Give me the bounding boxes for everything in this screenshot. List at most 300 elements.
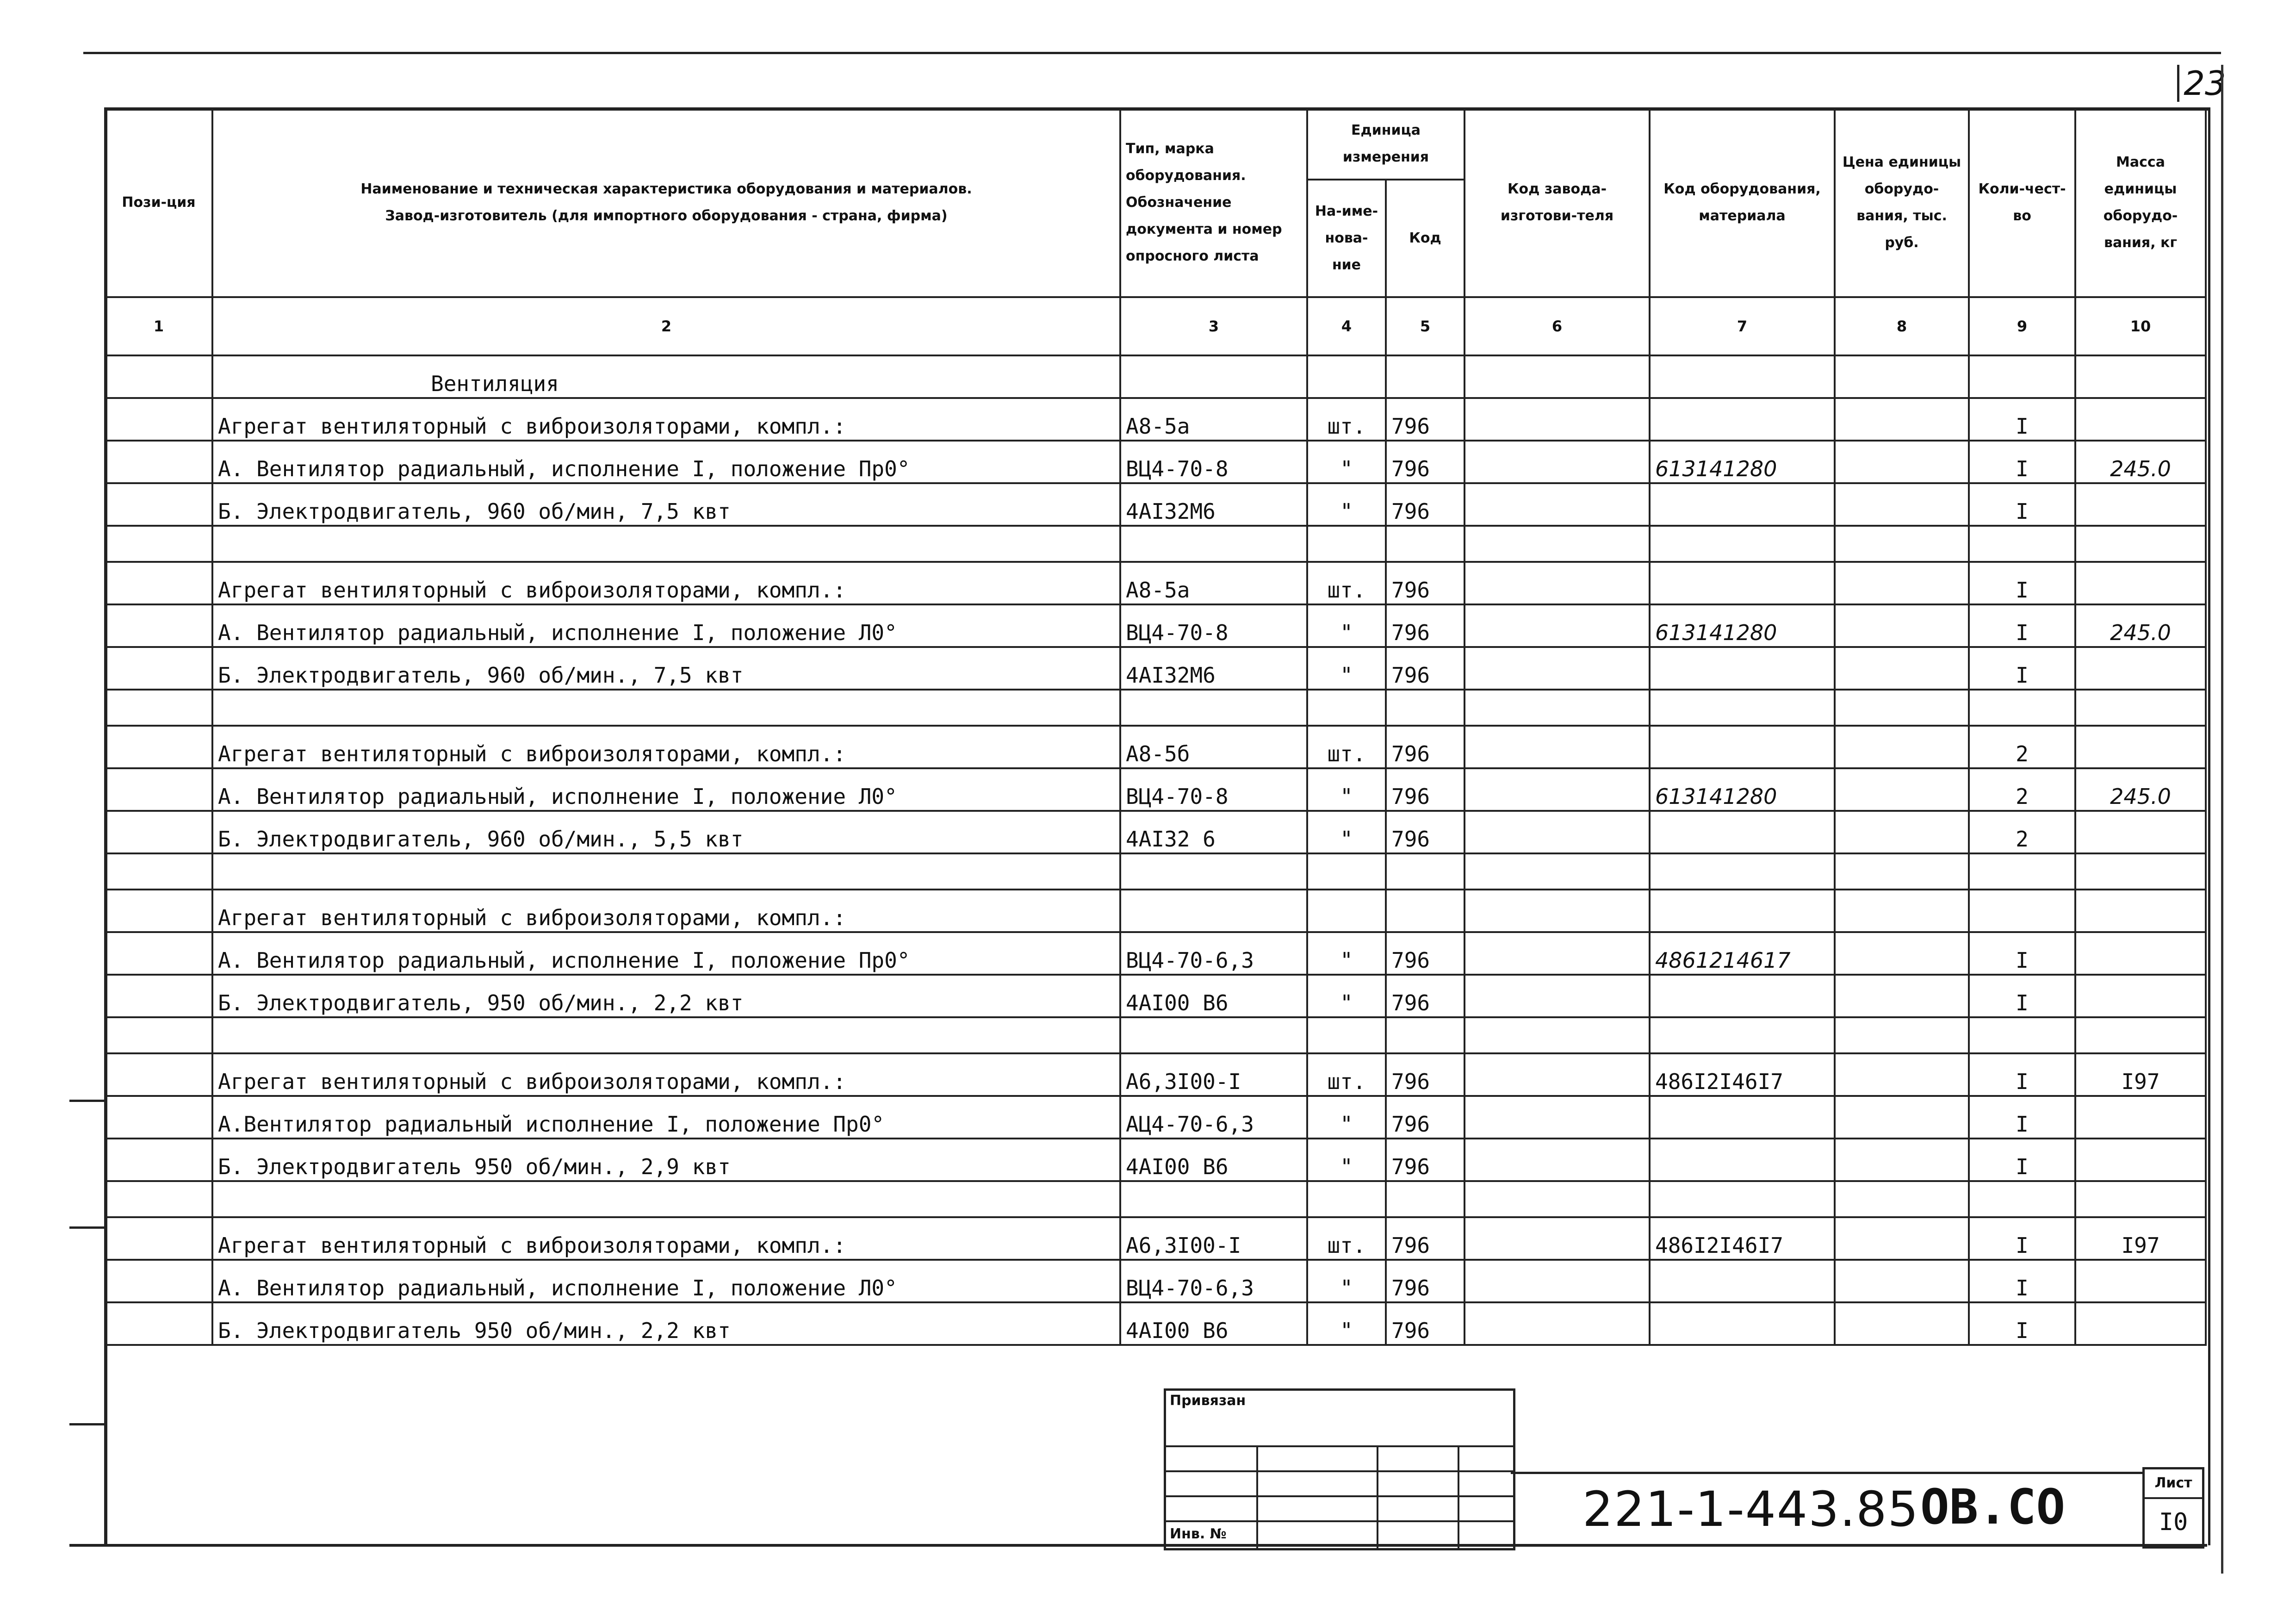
item-name: Агрегат вентиляторный с виброизоляторами, компл.: [212, 398, 1120, 441]
table-row [105, 890, 2206, 932]
item-unit-code: 796 [1386, 441, 1464, 483]
item-factory-code [1464, 483, 1650, 526]
item-factory-code [1464, 398, 1650, 441]
item-unit [1307, 690, 1386, 726]
table-row [105, 932, 2206, 975]
item-name: Б. Электродвигатель 950 об/мин., 2,9 квт [212, 1139, 1120, 1181]
item-name: А.Вентилятор радиальный исполнение I, положение Пр0° [212, 1096, 1120, 1139]
table-row [105, 647, 2206, 690]
item-factory-code [1464, 1302, 1650, 1345]
item-price [1835, 768, 1969, 811]
item-unit: шт. [1307, 726, 1386, 768]
item-type: А8-5б [1120, 726, 1307, 768]
table-row [105, 1260, 2206, 1302]
item-mass [2075, 853, 2206, 890]
item-equipment-code: 4861214617 [1650, 932, 1835, 975]
item-name [212, 690, 1120, 726]
item-factory-code [1464, 768, 1650, 811]
cell-position [105, 726, 212, 768]
table-row [105, 811, 2206, 853]
stamp-line [1166, 1520, 1513, 1522]
section-title: Вентиляция [212, 355, 1120, 398]
column-number: 10 [2075, 297, 2206, 355]
cell-position [105, 1181, 212, 1217]
item-price [1835, 975, 1969, 1017]
column-number: 8 [1835, 297, 1969, 355]
cell-position [105, 932, 212, 975]
item-unit: шт. [1307, 1053, 1386, 1096]
column-number: 6 [1464, 297, 1650, 355]
item-mass [2075, 890, 2206, 932]
item-type: 4АI00 В6 [1120, 1302, 1307, 1345]
item-mass [2075, 647, 2206, 690]
item-unit-code: 796 [1386, 562, 1464, 604]
item-type [1120, 690, 1307, 726]
item-mass [2075, 1181, 2206, 1217]
item-unit-code: 796 [1386, 1260, 1464, 1302]
item-unit-code: 796 [1386, 1053, 1464, 1096]
sheet-number: I0 [2159, 1508, 2188, 1536]
item-unit [1307, 526, 1386, 562]
item-equipment-code [1650, 1096, 1835, 1139]
item-unit-code [1386, 1017, 1464, 1053]
cell-position [105, 768, 212, 811]
item-type [1120, 853, 1307, 890]
item-price [1835, 690, 1969, 726]
item-quantity: I [1969, 1302, 2075, 1345]
cell-position [105, 1139, 212, 1181]
cell-position [105, 604, 212, 647]
item-mass [2075, 932, 2206, 975]
item-price [1835, 853, 1969, 890]
sheet-label: Лист [2145, 1469, 2202, 1499]
item-equipment-code [1650, 811, 1835, 853]
item-type [1120, 1181, 1307, 1217]
item-type: 4АI00 В6 [1120, 1139, 1307, 1181]
item-unit [1307, 1181, 1386, 1217]
item-unit-code [1386, 690, 1464, 726]
table-row [105, 975, 2206, 1017]
right-border-line [2221, 65, 2223, 1574]
item-price [1835, 1260, 1969, 1302]
item-name: Б. Электродвигатель 950 об/мин., 2,2 квт [212, 1302, 1120, 1345]
item-unit-code: 796 [1386, 975, 1464, 1017]
page-number: 23 [2177, 65, 2230, 102]
item-unit: " [1307, 1096, 1386, 1139]
item-quantity: I [1969, 1139, 2075, 1181]
item-equipment-code [1650, 1302, 1835, 1345]
cell-position [105, 1302, 212, 1345]
item-type: А8-5а [1120, 398, 1307, 441]
item-factory-code [1464, 604, 1650, 647]
item-mass [2075, 1139, 2206, 1181]
item-price [1835, 398, 1969, 441]
item-factory-code [1464, 562, 1650, 604]
item-price [1835, 1096, 1969, 1139]
item-price [1835, 726, 1969, 768]
margin-tick [69, 1100, 106, 1102]
item-type: ВЦ4-70-6,3 [1120, 1260, 1307, 1302]
item-quantity [1969, 1017, 2075, 1053]
table-row [105, 1017, 2206, 1053]
item-factory-code [1464, 975, 1650, 1017]
item-unit-code: 796 [1386, 483, 1464, 526]
item-quantity: I [1969, 647, 2075, 690]
item-unit: " [1307, 811, 1386, 853]
cell-position [105, 526, 212, 562]
item-factory-code [1464, 932, 1650, 975]
cell-position [105, 441, 212, 483]
item-unit: " [1307, 768, 1386, 811]
item-name: А. Вентилятор радиальный, исполнение I, положение Л0° [212, 1260, 1120, 1302]
item-quantity: I [1969, 483, 2075, 526]
item-mass: 245.0 [2075, 604, 2206, 647]
item-type [1120, 890, 1307, 932]
item-quantity: I [1969, 932, 2075, 975]
item-mass [2075, 1260, 2206, 1302]
item-equipment-code [1650, 483, 1835, 526]
item-price [1835, 562, 1969, 604]
table-row [105, 398, 2206, 441]
header-equipment-code: Код оборудования, материала [1650, 108, 1835, 297]
item-type: ВЦ4-70-8 [1120, 768, 1307, 811]
item-equipment-code: 613141280 [1650, 441, 1835, 483]
table-row [105, 526, 2206, 562]
item-factory-code [1464, 1181, 1650, 1217]
item-quantity: 2 [1969, 768, 2075, 811]
item-equipment-code [1650, 853, 1835, 890]
column-number: 7 [1650, 297, 1835, 355]
item-quantity: I [1969, 562, 2075, 604]
cell-position [105, 1217, 212, 1260]
item-quantity: I [1969, 1217, 2075, 1260]
item-unit-code [1386, 526, 1464, 562]
item-type: ВЦ4-70-6,3 [1120, 932, 1307, 975]
table-row [105, 1139, 2206, 1181]
item-name: А. Вентилятор радиальный, исполнение I, положение Л0° [212, 604, 1120, 647]
item-quantity: I [1969, 604, 2075, 647]
column-number-row [105, 297, 2206, 355]
item-mass [2075, 483, 2206, 526]
cell-position [105, 1017, 212, 1053]
item-quantity: I [1969, 1096, 2075, 1139]
item-unit-code [1386, 853, 1464, 890]
section-row [105, 355, 2206, 398]
item-factory-code [1464, 1139, 1650, 1181]
stamp-line [1166, 1495, 1513, 1497]
table-row [105, 562, 2206, 604]
item-unit: " [1307, 604, 1386, 647]
cell-position [105, 853, 212, 890]
item-equipment-code [1650, 1181, 1835, 1217]
item-factory-code [1464, 1217, 1650, 1260]
item-type: АЦ4-70-6,3 [1120, 1096, 1307, 1139]
item-type: ВЦ4-70-8 [1120, 604, 1307, 647]
item-name: Агрегат вентиляторный с виброизоляторами, компл.: [212, 562, 1120, 604]
item-type: А6,3I00-I [1120, 1053, 1307, 1096]
item-factory-code [1464, 441, 1650, 483]
approval-stamp [1164, 1388, 1515, 1550]
item-name: Агрегат вентиляторный с виброизоляторами, компл.: [212, 1053, 1120, 1096]
item-unit: " [1307, 932, 1386, 975]
header-name-line2: Завод-изготовитель (для импортного оборудования - страна, фирма) [385, 208, 948, 224]
header-price: Цена единицы оборудо-вания, тыс. руб. [1835, 108, 1969, 297]
cell-position [105, 398, 212, 441]
item-mass [2075, 1302, 2206, 1345]
item-quantity: I [1969, 398, 2075, 441]
item-name: Б. Электродвигатель, 960 об/мин., 5,5 квт [212, 811, 1120, 853]
item-factory-code [1464, 690, 1650, 726]
item-unit-code: 796 [1386, 647, 1464, 690]
cell-position [105, 483, 212, 526]
table-row [105, 726, 2206, 768]
item-quantity: I [1969, 1260, 2075, 1302]
item-type [1120, 1017, 1307, 1053]
item-unit [1307, 853, 1386, 890]
item-equipment-code [1650, 1017, 1835, 1053]
item-quantity [1969, 853, 2075, 890]
item-unit-code: 796 [1386, 1096, 1464, 1139]
item-name: А. Вентилятор радиальный, исполнение I, положение Л0° [212, 768, 1120, 811]
table-row [105, 483, 2206, 526]
item-price [1835, 1139, 1969, 1181]
cell-position [105, 1053, 212, 1096]
stamp-linked-label: Привязан [1170, 1393, 1246, 1409]
item-unit: " [1307, 1302, 1386, 1345]
header-mass: Масса единицы оборудо-вания, кг [2075, 108, 2206, 297]
item-unit-code: 796 [1386, 768, 1464, 811]
item-equipment-code [1650, 1139, 1835, 1181]
item-equipment-code [1650, 975, 1835, 1017]
column-number: 2 [212, 297, 1120, 355]
item-factory-code [1464, 526, 1650, 562]
item-factory-code [1464, 1017, 1650, 1053]
table-row [105, 441, 2206, 483]
table-row [105, 768, 2206, 811]
item-name [212, 526, 1120, 562]
item-equipment-code [1650, 398, 1835, 441]
item-equipment-code: 613141280 [1650, 604, 1835, 647]
item-quantity: I [1969, 1053, 2075, 1096]
item-name: Агрегат вентиляторный с виброизоляторами, компл.: [212, 890, 1120, 932]
item-unit-code [1386, 890, 1464, 932]
stamp-line [1166, 1445, 1513, 1447]
column-number: 9 [1969, 297, 2075, 355]
item-unit: " [1307, 975, 1386, 1017]
item-mass [2075, 562, 2206, 604]
item-unit-code: 796 [1386, 726, 1464, 768]
title-block-line [1511, 1472, 2142, 1474]
table-row [105, 853, 2206, 890]
item-quantity: 2 [1969, 726, 2075, 768]
item-equipment-code [1650, 526, 1835, 562]
item-name: Б. Электродвигатель, 960 об/мин, 7,5 квт [212, 483, 1120, 526]
item-quantity [1969, 890, 2075, 932]
item-equipment-code [1650, 647, 1835, 690]
item-mass [2075, 398, 2206, 441]
document-suffix: ОВ.СО [1920, 1479, 2066, 1535]
item-name: Агрегат вентиляторный с виброизоляторами, компл.: [212, 726, 1120, 768]
item-unit-code: 796 [1386, 398, 1464, 441]
item-unit: шт. [1307, 1217, 1386, 1260]
item-factory-code [1464, 890, 1650, 932]
table-row [105, 1096, 2206, 1139]
item-type: 4АI32 6 [1120, 811, 1307, 853]
item-type: 4АI00 В6 [1120, 975, 1307, 1017]
item-name: А. Вентилятор радиальный, исполнение I, положение Пр0° [212, 441, 1120, 483]
top-border-line [83, 52, 2221, 54]
cell-position [105, 1260, 212, 1302]
item-price [1835, 647, 1969, 690]
header-quantity: Коли-чест-во [1969, 108, 2075, 297]
item-price [1835, 526, 1969, 562]
margin-tick [69, 1226, 106, 1229]
item-factory-code [1464, 1096, 1650, 1139]
item-mass [2075, 811, 2206, 853]
item-mass [2075, 726, 2206, 768]
header-type: Тип, марка оборудования. Обозначение документа и номер опросного листа [1120, 108, 1307, 297]
header-unit-name: На-име-нова-ние [1307, 180, 1386, 297]
item-quantity: I [1969, 441, 2075, 483]
margin-tick [69, 1423, 106, 1425]
bottom-border-line [69, 1544, 2207, 1547]
cell-position [105, 562, 212, 604]
item-unit-code: 796 [1386, 1302, 1464, 1345]
item-equipment-code [1650, 690, 1835, 726]
header-name-line1: Наименование и техническая характеристика оборудования и материалов. [360, 181, 972, 197]
item-unit: " [1307, 647, 1386, 690]
table-row [105, 1302, 2206, 1345]
item-name: Б. Электродвигатель, 950 об/мин., 2,2 квт [212, 975, 1120, 1017]
item-mass [2075, 1017, 2206, 1053]
item-price [1835, 483, 1969, 526]
header-unit-code: Код [1386, 180, 1464, 297]
item-unit: " [1307, 441, 1386, 483]
item-type: 4АI32М6 [1120, 483, 1307, 526]
stamp-line [1166, 1470, 1513, 1472]
item-unit-code [1386, 1181, 1464, 1217]
column-number: 3 [1120, 297, 1307, 355]
item-type: ВЦ4-70-8 [1120, 441, 1307, 483]
item-price [1835, 932, 1969, 975]
stamp-inventory-label: Инв. № [1170, 1526, 1227, 1542]
stamp-line [1458, 1446, 1459, 1548]
item-mass [2075, 1096, 2206, 1139]
item-mass: I97 [2075, 1217, 2206, 1260]
item-unit-code: 796 [1386, 1139, 1464, 1181]
item-factory-code [1464, 853, 1650, 890]
stamp-line [1256, 1446, 1258, 1548]
item-price [1835, 1302, 1969, 1345]
item-price [1835, 1017, 1969, 1053]
sheet-box [2142, 1467, 2204, 1549]
item-factory-code [1464, 1053, 1650, 1096]
cell-position [105, 975, 212, 1017]
item-equipment-code: 486I2I46I7 [1650, 1217, 1835, 1260]
item-quantity: 2 [1969, 811, 2075, 853]
header-position: Пози-ция [105, 108, 212, 297]
item-mass [2075, 690, 2206, 726]
item-unit-code: 796 [1386, 1217, 1464, 1260]
item-price [1835, 1181, 1969, 1217]
header-unit-group: Единица измерения [1307, 108, 1464, 180]
item-mass [2075, 526, 2206, 562]
item-factory-code [1464, 1260, 1650, 1302]
cell-position [105, 890, 212, 932]
item-mass: I97 [2075, 1053, 2206, 1096]
column-number: 1 [105, 297, 212, 355]
item-type: А8-5а [1120, 562, 1307, 604]
item-unit: " [1307, 483, 1386, 526]
item-factory-code [1464, 647, 1650, 690]
cell-position [105, 1096, 212, 1139]
item-unit [1307, 890, 1386, 932]
item-equipment-code: 486I2I46I7 [1650, 1053, 1835, 1096]
item-unit [1307, 1017, 1386, 1053]
item-mass: 245.0 [2075, 441, 2206, 483]
item-name [212, 853, 1120, 890]
item-factory-code [1464, 726, 1650, 768]
item-type: А6,3I00-I [1120, 1217, 1307, 1260]
header-name [212, 108, 1120, 297]
cell-position [105, 690, 212, 726]
item-equipment-code [1650, 1260, 1835, 1302]
item-price [1835, 1217, 1969, 1260]
item-price [1835, 604, 1969, 647]
item-name: А. Вентилятор радиальный, исполнение I, положение Пр0° [212, 932, 1120, 975]
item-quantity [1969, 526, 2075, 562]
column-number: 4 [1307, 297, 1386, 355]
item-quantity [1969, 1181, 2075, 1217]
item-price [1835, 1053, 1969, 1096]
cell-position [105, 811, 212, 853]
header-factory-code: Код завода-изготови-теля [1464, 108, 1650, 297]
item-equipment-code: 613141280 [1650, 768, 1835, 811]
item-mass [2075, 975, 2206, 1017]
table-row [105, 1181, 2206, 1217]
item-unit-code: 796 [1386, 932, 1464, 975]
item-type [1120, 526, 1307, 562]
document-number: 221-1-443.85 [1582, 1481, 1919, 1537]
table-row [105, 1217, 2206, 1260]
item-unit: шт. [1307, 398, 1386, 441]
item-name [212, 1017, 1120, 1053]
item-name: Б. Электродвигатель, 960 об/мин., 7,5 квт [212, 647, 1120, 690]
item-unit: шт. [1307, 562, 1386, 604]
table-row [105, 1053, 2206, 1096]
item-price [1835, 441, 1969, 483]
stamp-line [1377, 1446, 1378, 1548]
item-equipment-code [1650, 726, 1835, 768]
column-number: 5 [1386, 297, 1464, 355]
item-equipment-code [1650, 890, 1835, 932]
item-name: Агрегат вентиляторный с виброизоляторами, компл.: [212, 1217, 1120, 1260]
item-price [1835, 811, 1969, 853]
item-unit-code: 796 [1386, 811, 1464, 853]
table-row [105, 690, 2206, 726]
cell-position [105, 647, 212, 690]
item-factory-code [1464, 811, 1650, 853]
item-price [1835, 890, 1969, 932]
item-quantity [1969, 690, 2075, 726]
item-quantity: I [1969, 975, 2075, 1017]
item-unit-code: 796 [1386, 604, 1464, 647]
item-equipment-code [1650, 562, 1835, 604]
table-row [105, 604, 2206, 647]
item-unit: " [1307, 1139, 1386, 1181]
item-name [212, 1181, 1120, 1217]
item-type: 4АI32М6 [1120, 647, 1307, 690]
